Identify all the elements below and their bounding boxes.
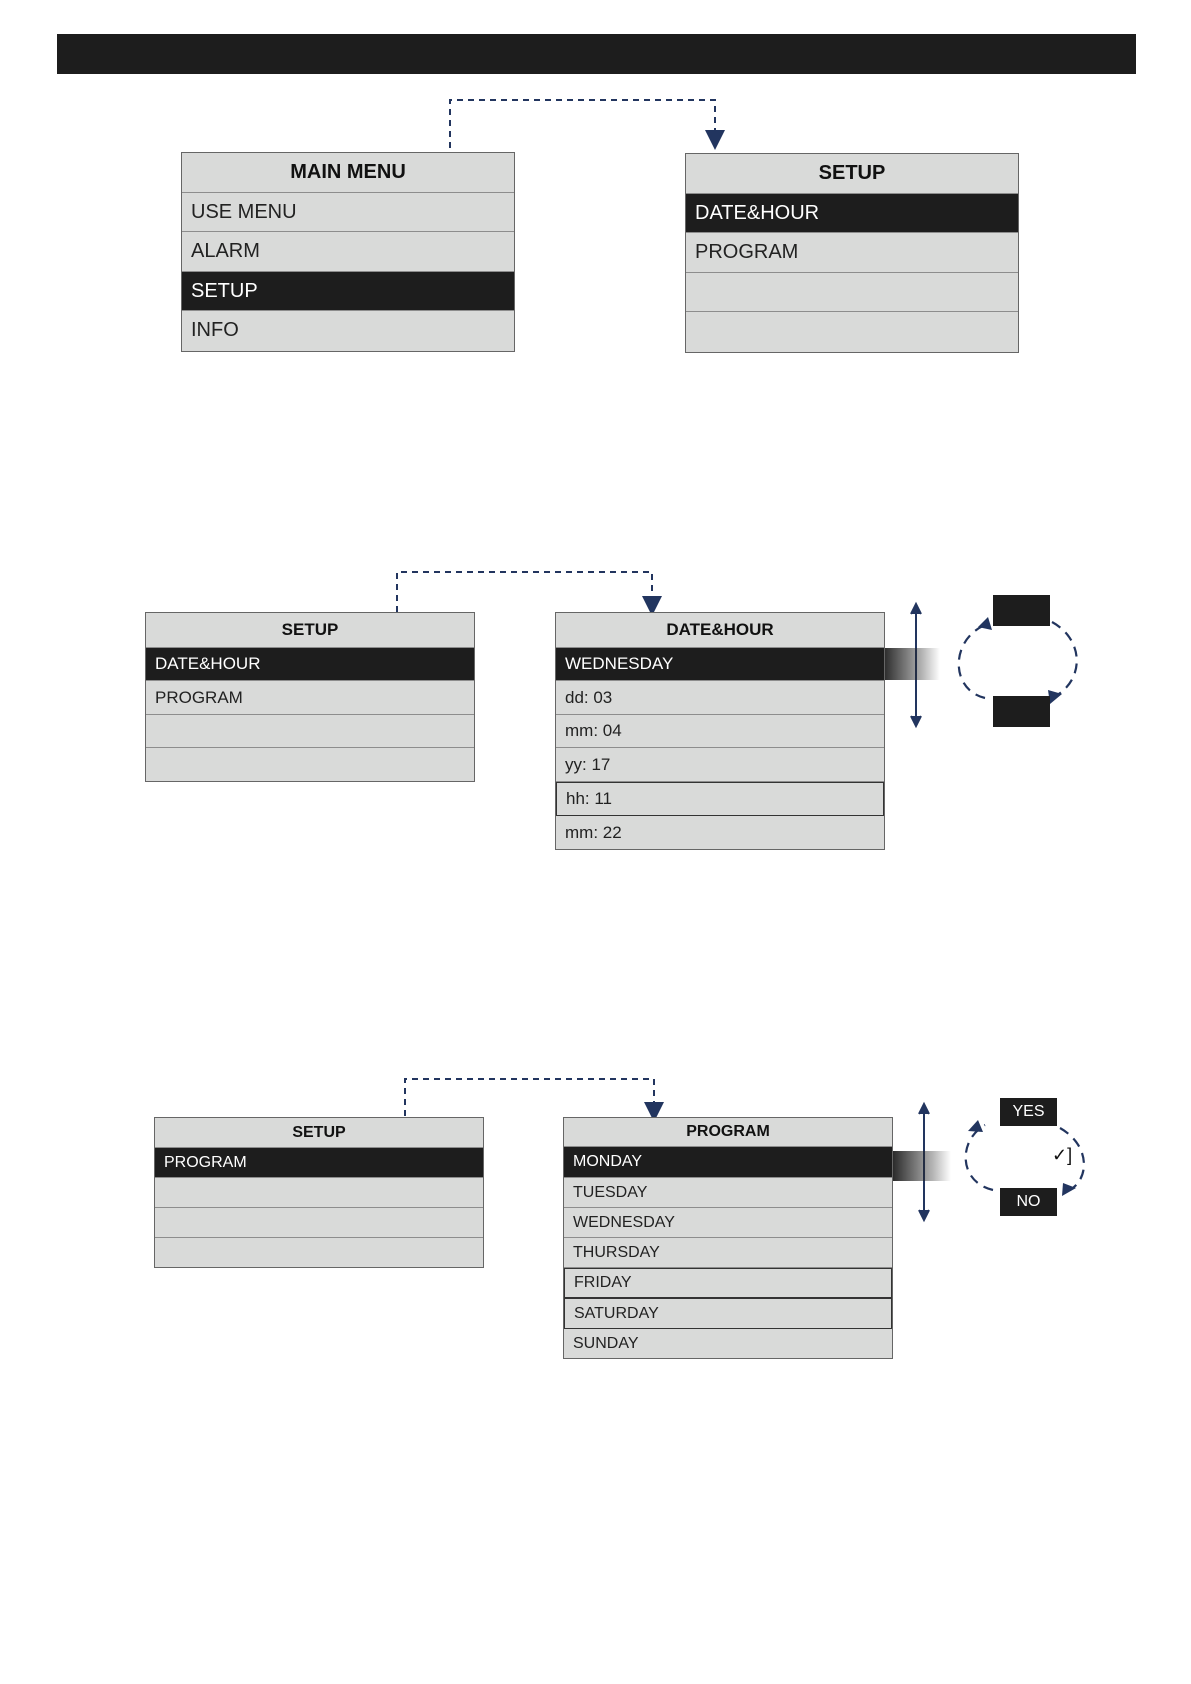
- menu-item-day[interactable]: dd: 03: [556, 681, 884, 715]
- setup-menu-title-3: SETUP: [155, 1118, 483, 1148]
- menu-item-date-hour[interactable]: DATE&HOUR: [686, 194, 1018, 233]
- setup-menu-title: SETUP: [686, 154, 1018, 194]
- menu-item-empty[interactable]: [686, 312, 1018, 351]
- menu-item-empty[interactable]: [155, 1238, 483, 1267]
- selection-indicator: [880, 648, 940, 680]
- menu-item-thursday[interactable]: THURSDAY: [564, 1238, 892, 1268]
- setup-menu-panel-3: [154, 1117, 484, 1268]
- date-hour-menu-title: DATE&HOUR: [556, 613, 884, 648]
- menu-item-year[interactable]: yy: 17: [556, 748, 884, 782]
- program-menu-title: PROGRAM: [564, 1118, 892, 1147]
- menu-item-monday[interactable]: MONDAY: [564, 1147, 892, 1178]
- menu-item-use-menu[interactable]: USE MENU: [182, 193, 514, 232]
- menu-item-hour[interactable]: hh: 11: [556, 782, 884, 816]
- menu-item-sunday[interactable]: SUNDAY: [573, 1334, 639, 1352]
- setup-menu-panel-2: [145, 612, 475, 782]
- menu-item-program[interactable]: PROGRAM: [686, 233, 1018, 273]
- menu-item-empty[interactable]: [155, 1178, 483, 1208]
- yes-button[interactable]: YES: [1000, 1098, 1057, 1126]
- menu-item-empty[interactable]: [146, 715, 474, 748]
- main-menu-panel: [181, 152, 515, 352]
- menu-item-wednesday[interactable]: WEDNESDAY: [564, 1208, 892, 1238]
- menu-item-friday[interactable]: FRIDAY: [564, 1268, 892, 1298]
- menu-item-program-3[interactable]: PROGRAM: [155, 1148, 483, 1178]
- no-button[interactable]: NO: [1000, 1188, 1057, 1216]
- selection-indicator-2: [889, 1151, 951, 1181]
- menu-item-setup[interactable]: SETUP: [182, 272, 514, 311]
- menu-item-saturday[interactable]: SATURDAY: [564, 1298, 892, 1329]
- setup-menu-title-2: SETUP: [146, 613, 474, 648]
- setup-menu-panel: [685, 153, 1019, 353]
- cycle-arrows-icon: [959, 622, 1077, 698]
- main-menu-title: MAIN MENU: [182, 153, 514, 193]
- menu-item-empty[interactable]: [155, 1208, 483, 1238]
- menu-item-alarm[interactable]: ALARM: [182, 232, 514, 272]
- menu-item-info[interactable]: INFO: [191, 319, 239, 341]
- menu-item-empty[interactable]: [686, 273, 1018, 312]
- menu-item-minute[interactable]: mm: 22: [565, 822, 622, 842]
- menu-item-tuesday[interactable]: TUESDAY: [564, 1178, 892, 1208]
- connector-arrow-1: [450, 100, 715, 148]
- menu-item-month[interactable]: mm: 04: [556, 715, 884, 748]
- check-icon: ✓]: [1052, 1145, 1073, 1165]
- menu-item-date-hour-2[interactable]: DATE&HOUR: [146, 648, 474, 681]
- date-hour-menu-panel: [555, 612, 885, 850]
- connector-arrow-2: [397, 572, 652, 612]
- up-button[interactable]: [993, 595, 1050, 626]
- connector-arrow-3: [405, 1079, 654, 1116]
- menu-item-empty[interactable]: [146, 748, 474, 781]
- down-button[interactable]: [993, 696, 1050, 727]
- menu-item-weekday[interactable]: WEDNESDAY: [556, 648, 884, 681]
- menu-item-program-2[interactable]: PROGRAM: [146, 681, 474, 715]
- program-menu-panel: [563, 1117, 893, 1359]
